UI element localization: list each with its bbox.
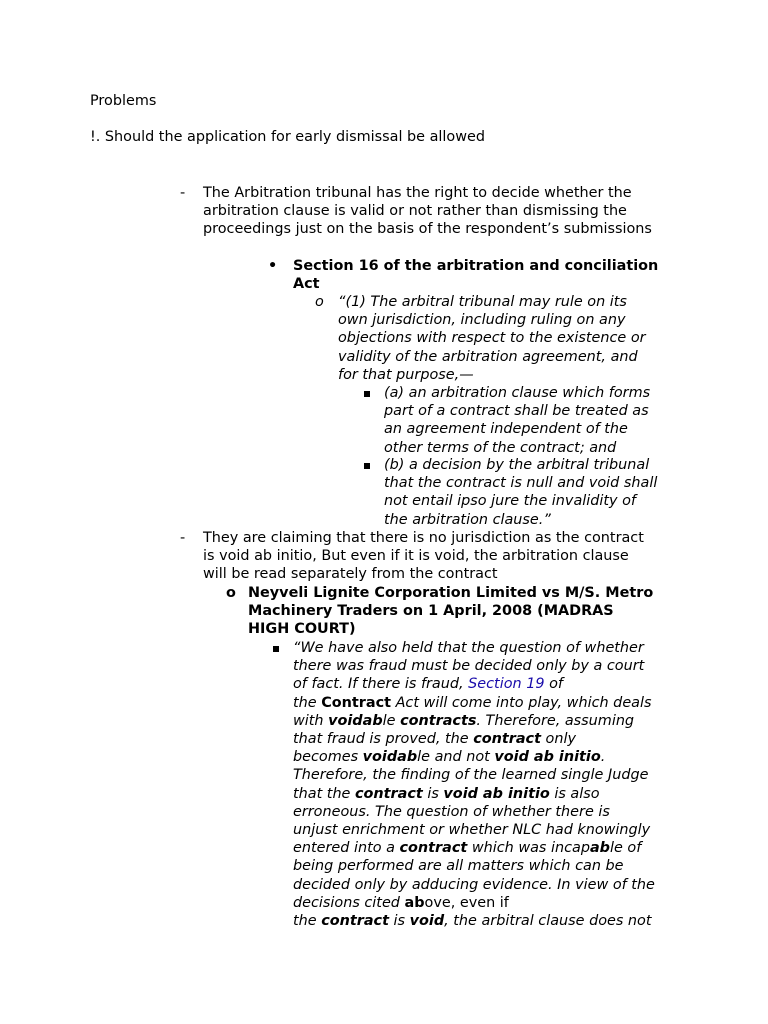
text-run: le (382, 712, 401, 729)
point-2-line: is void ab initio, But even if it is void, the arbitration clause (203, 548, 629, 565)
bold-term: contract (399, 840, 468, 857)
quote-line: validity of the arbitration agreement, and (338, 348, 638, 365)
dash-marker: - (180, 185, 186, 201)
case-quote-line: “We have also held that the question of whether (293, 640, 644, 656)
section-19-link[interactable]: Section 19 (468, 676, 545, 693)
quote-line: own jurisdiction, including ruling on any (338, 312, 626, 329)
text-run: . (600, 749, 606, 766)
case-quote-line: unjust enrichment or whether NLC had knowingly (293, 822, 651, 839)
section-16-title (293, 257, 658, 293)
case-quote-line: being performed are all matters which can be (293, 858, 624, 875)
case-quote-line (293, 675, 655, 693)
bold-term: contract (321, 913, 389, 930)
circle-marker: o (315, 294, 324, 310)
circle-marker: o (226, 585, 236, 601)
bold-term: Contract (321, 694, 391, 711)
point-1-line: proceedings just on the basis of the respondent’s submissions (203, 221, 652, 238)
bold-term: void ab initio (443, 785, 550, 802)
question: !. Should the application for early dismissal be allowed (90, 129, 485, 145)
bold-term: contract (473, 731, 541, 748)
case-quote-line (293, 839, 655, 857)
case-quote-line (293, 912, 655, 930)
clause-a-line: (a) an arbitration clause which forms (384, 385, 651, 401)
text-run: is also (549, 785, 600, 802)
point-2-text (203, 529, 644, 584)
text-run: only (540, 731, 576, 748)
text-run: . Therefore, assuming (476, 712, 635, 729)
square-bullet-icon (364, 391, 370, 397)
section-16-quote (338, 293, 646, 384)
bold-term: void (409, 913, 445, 930)
case-title (248, 584, 653, 639)
bullet-dot-marker: • (268, 258, 278, 274)
case-quote-line: Therefore, the finding of the learned single Judge (293, 767, 649, 784)
bold-term: void ab initio (494, 749, 601, 766)
point-2-line: will be read separately from the contract (203, 566, 498, 583)
clause-a-line: other terms of the contract; and (384, 439, 617, 456)
text-run: which was incap (467, 840, 590, 857)
text-run: becomes (293, 749, 363, 766)
case-quote-line (293, 694, 655, 712)
bold-term: ab (404, 894, 425, 911)
bold-term: contract (355, 785, 423, 802)
case-quote-line: decided only by adducing evidence. In view of the (293, 876, 655, 893)
text-run: that the (293, 785, 355, 802)
text-run: le and not (417, 749, 495, 766)
quote-line: objections with respect to the existence or (338, 330, 646, 347)
case-title-line: Machinery Traders on 1 April, 2008 (MADRAS (248, 603, 614, 620)
clause-b (384, 456, 657, 529)
text-run: le of (609, 840, 642, 857)
square-bullet-icon (364, 463, 370, 469)
text-run: entered into a (293, 840, 400, 857)
case-quote-line: erroneous. The question of whether there is (293, 803, 610, 820)
clause-b-line: the arbitration clause.” (384, 511, 551, 528)
case-quote-line (293, 748, 655, 766)
case-title-line: HIGH COURT) (248, 621, 356, 638)
clause-b-line: (b) a decision by the arbitral tribunal (384, 457, 650, 473)
text-run: the (293, 913, 322, 930)
case-title-line: Neyveli Lignite Corporation Limited vs M/S. Metro (248, 585, 654, 601)
text-run: decisions cited (293, 894, 405, 911)
case-quote-line (293, 894, 655, 912)
bold-term: contracts (400, 712, 477, 729)
text-run: of fact. If there is fraud, (293, 676, 469, 693)
text-run: that fraud is proved, the (293, 731, 474, 748)
text-run: is (388, 913, 410, 930)
clause-a-line: part of a contract shall be treated as (384, 403, 649, 420)
case-quote-line: there was fraud must be decided only by a court (293, 658, 645, 675)
bold-term: ab (589, 840, 610, 857)
point-1-line: arbitration clause is valid or not rather than dismissing the (203, 203, 627, 220)
quote-line: “(1) The arbitral tribunal may rule on its (338, 294, 627, 310)
heading: Problems (90, 93, 157, 109)
square-bullet-icon (273, 646, 279, 652)
text-run: of (544, 676, 563, 693)
section-16-title-line: Section 16 of the arbitration and conciliation (293, 258, 659, 274)
bold-term: voidab (328, 712, 383, 729)
point-1-text (203, 184, 652, 239)
case-quote-line (293, 785, 655, 803)
text-run: ove, even if (424, 894, 509, 911)
clause-b-line: not entail ipso jure the invalidity of (384, 493, 636, 510)
case-quote (293, 639, 655, 930)
text-run: , the arbitral clause does not (444, 913, 652, 930)
section-16-title-line: Act (293, 276, 320, 293)
point-2-line: They are claiming that there is no jurisdiction as the contract (203, 530, 644, 546)
clause-a (384, 384, 650, 457)
text-run: with (293, 712, 329, 729)
clause-b-line: that the contract is null and void shall (384, 475, 658, 492)
text-run: is (422, 785, 444, 802)
clause-a-line: an agreement independent of the (384, 421, 628, 438)
text-run: the (293, 694, 322, 711)
text-run: Act will come into play, which deals (391, 694, 652, 711)
case-quote-line (293, 730, 655, 748)
quote-line: for that purpose,— (338, 366, 474, 383)
point-1-line: The Arbitration tribunal has the right to decide whether the (203, 185, 632, 201)
dash-marker: - (180, 530, 186, 546)
bold-term: voidab (362, 749, 418, 766)
case-quote-line (293, 712, 655, 730)
